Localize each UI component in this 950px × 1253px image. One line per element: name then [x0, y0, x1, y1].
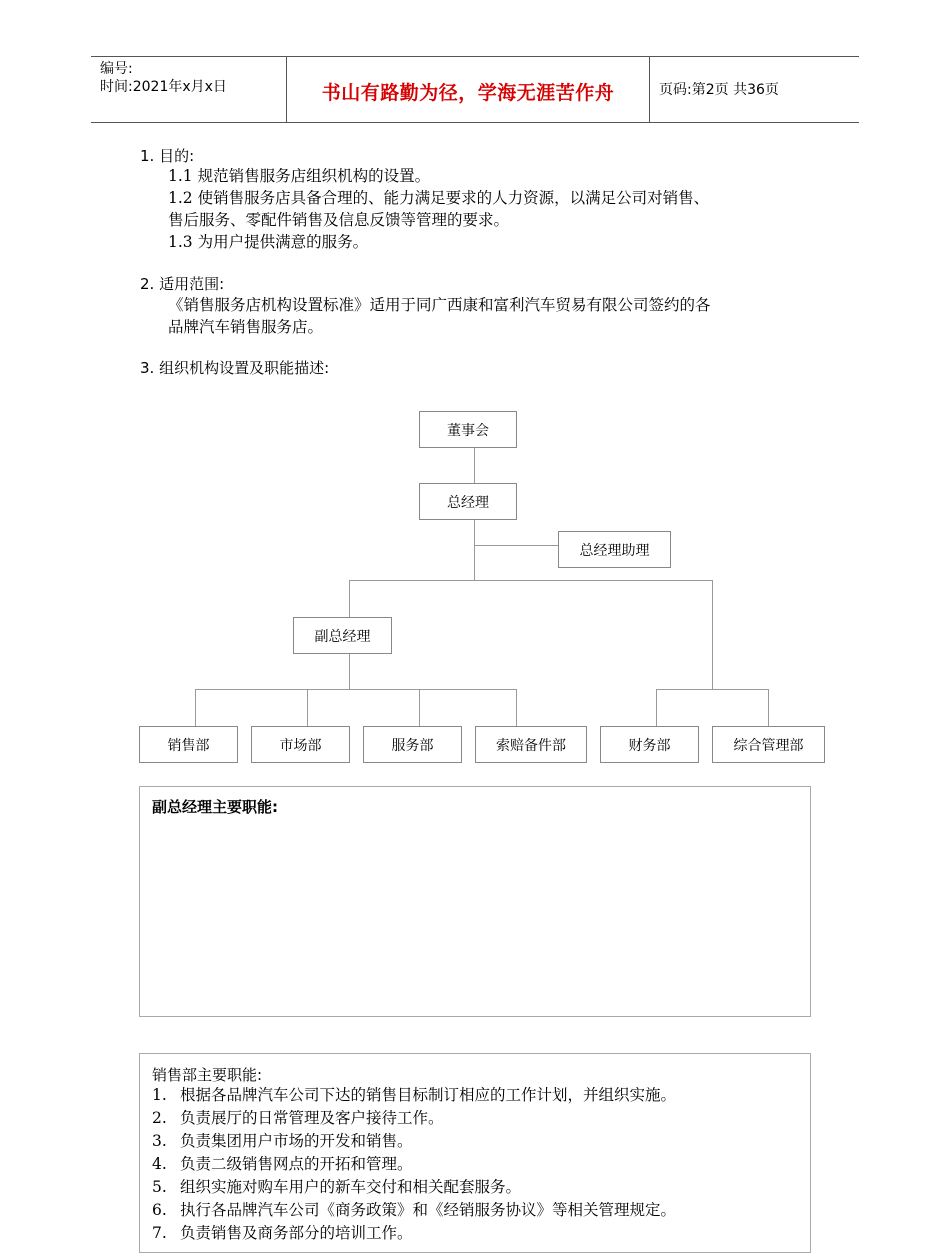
connector-right-depts: [656, 689, 769, 690]
org-box-parts: 索赔备件部: [475, 726, 587, 763]
vgm-duties-title: 副总经理主要职能:: [152, 798, 278, 816]
connector-to-vgm: [349, 580, 350, 618]
connector-parts: [516, 689, 517, 727]
connector-market: [307, 689, 308, 727]
section-2-line-2: 品牌汽车销售服务店。: [168, 318, 324, 336]
list-item: 7. 负责销售及商务部分的培训工作。: [152, 1224, 413, 1242]
list-item: 3. 负责集团用户市场的开发和销售。: [152, 1132, 413, 1150]
section-1-title: 1. 目的:: [140, 147, 195, 165]
org-box-vgm: 副总经理: [293, 617, 392, 654]
connector-gm-assistant: [474, 545, 559, 546]
section-2-line-1: 《销售服务店机构设置标准》适用于同广西康和富利汽车贸易有限公司签约的各: [168, 296, 711, 314]
connector-sales: [195, 689, 196, 727]
list-item: 4. 负责二级销售网点的开拓和管理。: [152, 1155, 413, 1173]
list-item: 6. 执行各品牌汽车公司《商务政策》和《经销服务协议》等相关管理规定。: [152, 1201, 677, 1219]
sales-duties-title: 销售部主要职能:: [152, 1066, 263, 1084]
vgm-duties-panel: [139, 786, 811, 1017]
connector-admin: [768, 689, 769, 727]
connector-board-gm: [474, 447, 475, 484]
org-box-gm-assistant: 总经理助理: [558, 531, 671, 568]
section-2-title: 2. 适用范围:: [140, 275, 225, 293]
org-box-admin: 综合管理部: [712, 726, 825, 763]
org-box-finance: 财务部: [600, 726, 699, 763]
org-box-service: 服务部: [363, 726, 462, 763]
doc-number-label: 编号:: [100, 61, 133, 77]
list-item: 5. 组织实施对购车用户的新车交付和相关配套服务。: [152, 1178, 522, 1196]
section-1-item-2: 1.2 使销售服务店具备合理的、能力满足要求的人力资源，以满足公司对销售、: [168, 189, 710, 207]
org-box-sales: 销售部: [139, 726, 238, 763]
list-item: 1. 根据各品牌汽车公司下达的销售目标制订相应的工作计划，并组织实施。: [152, 1086, 677, 1104]
connector-service: [419, 689, 420, 727]
org-box-board: 董事会: [419, 411, 517, 448]
section-1-item-2-cont: 售后服务、零配件销售及信息反馈等管理的要求。: [168, 211, 510, 229]
connector-finance: [656, 689, 657, 727]
header-divider-right: [649, 56, 650, 123]
header-motto: 书山有路勤为径，学海无涯苦作舟: [321, 82, 615, 104]
connector-right-trunk: [712, 580, 713, 690]
org-box-gm: 总经理: [419, 483, 517, 520]
connector-level-2: [349, 580, 713, 581]
sales-duties-panel: [139, 1053, 811, 1253]
header-bottom-rule: [91, 122, 859, 123]
connector-vgm-down: [349, 654, 350, 690]
section-1-item-3: 1.3 为用户提供满意的服务。: [168, 233, 369, 251]
connector-vgm-depts: [195, 689, 517, 690]
section-3-title: 3. 组织机构设置及职能描述:: [140, 359, 330, 377]
connector-gm-trunk: [474, 519, 475, 580]
page-info: 页码:第2页 共36页: [659, 82, 779, 98]
list-item: 2. 负责展厅的日常管理及客户接待工作。: [152, 1109, 444, 1127]
section-1-item-1: 1.1 规范销售服务店组织机构的设置。: [168, 167, 431, 185]
header-top-rule: [91, 56, 859, 57]
doc-time-label: 时间:2021年x月x日: [100, 79, 227, 95]
org-box-market: 市场部: [251, 726, 350, 763]
